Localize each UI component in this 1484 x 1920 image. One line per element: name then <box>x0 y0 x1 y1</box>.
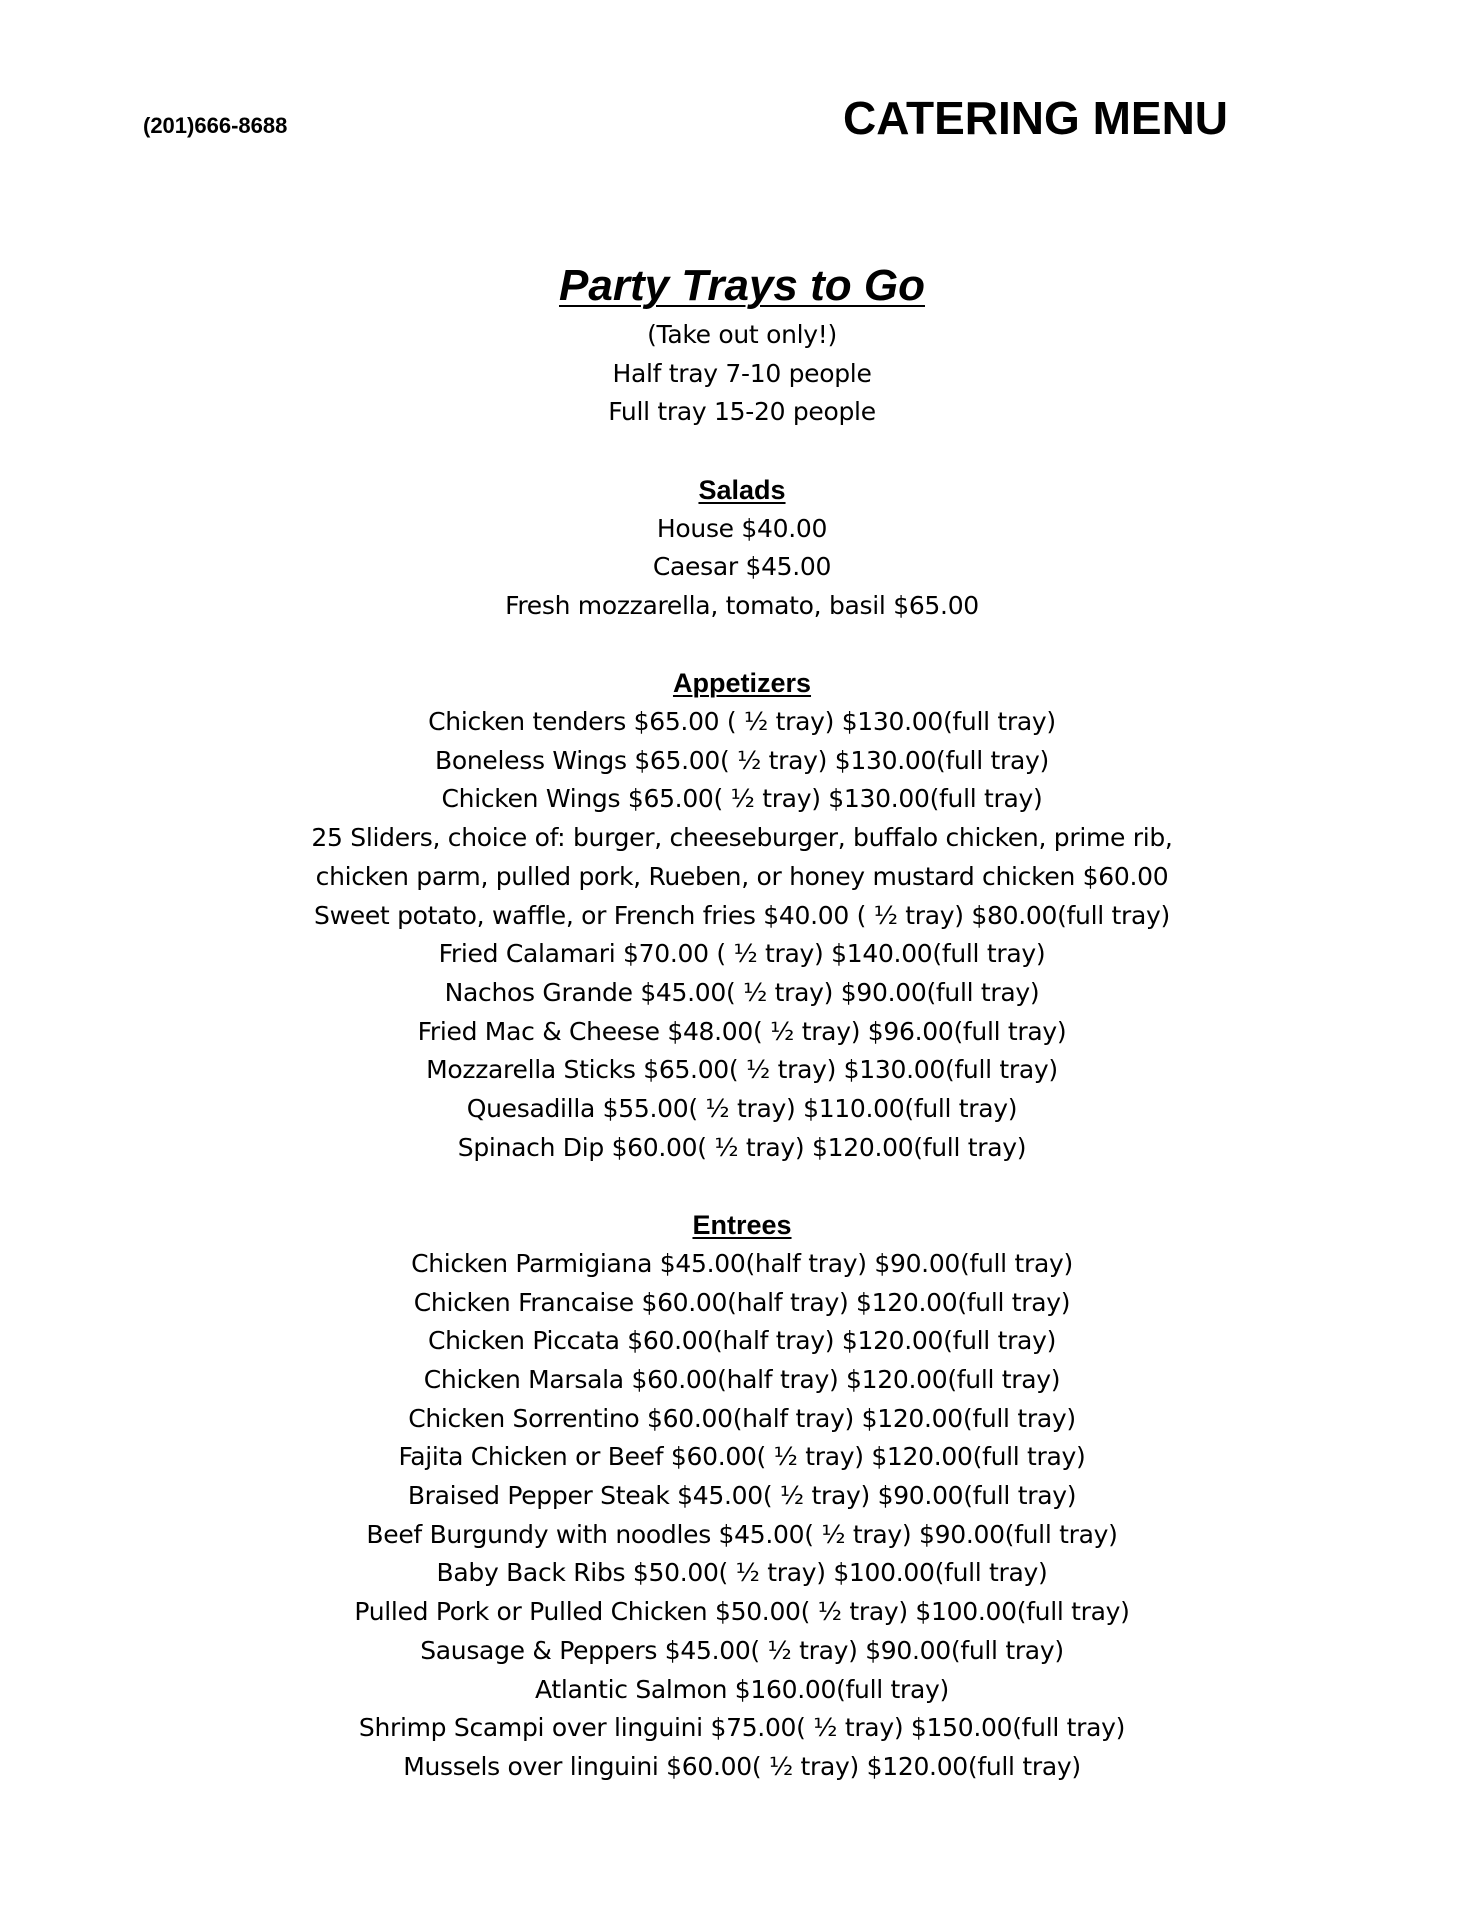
salads-heading: Salads <box>698 474 786 505</box>
menu-item: Shrimp Scampi over linguini $75.00( ½ tray) $150.00(full tray) <box>358 1713 1126 1743</box>
menu-item: chicken parm, pulled pork, Rueben, or honey mustard chicken $60.00 <box>315 861 1169 891</box>
menu-item: Fresh mozzarella, tomato, basil $65.00 <box>505 590 979 620</box>
menu-item: Chicken Sorrentino $60.00(half tray) $120.00(full tray) <box>408 1403 1076 1433</box>
appetizers-section <box>100 664 1384 1167</box>
menu-item: Mussels over linguini $60.00( ½ tray) $120.00(full tray) <box>403 1751 1081 1781</box>
intro-note: Full tray 15-20 people <box>608 397 876 427</box>
menu-item: Chicken tenders $65.00 ( ½ tray) $130.00(full tray) <box>428 707 1056 736</box>
menu-item: Pulled Pork or Pulled Chicken $50.00( ½ tray) $100.00(full tray) <box>354 1597 1130 1627</box>
menu-item: Boneless Wings $65.00( ½ tray) $130.00(full tray) <box>435 745 1049 775</box>
menu-item: Chicken Marsala $60.00(half tray) $120.00(full tray) <box>423 1364 1061 1394</box>
page-title: CATERING MENU <box>843 92 1229 144</box>
menu-item: Mozzarella Sticks $65.00( ½ tray) $130.00(full tray) <box>426 1055 1058 1085</box>
menu-item: Sausage & Peppers $45.00( ½ tray) $90.00(full tray) <box>420 1635 1064 1665</box>
menu-item: Baby Back Ribs $50.00( ½ tray) $100.00(full tray) <box>436 1558 1048 1588</box>
entrees-heading: Entrees <box>692 1210 792 1241</box>
menu-item: Spinach Dip $60.00( ½ tray) $120.00(full tray) <box>457 1132 1027 1162</box>
menu-item: Fried Calamari $70.00 ( ½ tray) $140.00(full tray) <box>438 939 1046 969</box>
salads-section <box>100 471 1384 626</box>
intro-note: Half tray 7-10 people <box>612 358 872 388</box>
menu-content <box>100 256 1384 1787</box>
menu-item: Caesar $45.00 <box>652 552 832 582</box>
intro-note: (Take out only!) <box>647 320 837 349</box>
menu-item: Atlantic Salmon $160.00(full tray) <box>535 1674 949 1704</box>
entrees-section <box>100 1206 1384 1787</box>
menu-item: Chicken Francaise $60.00(half tray) $120.00(full tray) <box>413 1287 1071 1317</box>
menu-item: Chicken Wings $65.00( ½ tray) $130.00(full tray) <box>441 784 1043 814</box>
phone-number: (201)666-8688 <box>143 113 288 138</box>
menu-item: Beef Burgundy with noodles $45.00( ½ tray) $90.00(full tray) <box>366 1519 1118 1549</box>
intro-notes <box>100 316 1384 432</box>
menu-item: Fried Mac & Cheese $48.00( ½ tray) $96.00(full tray) <box>417 1016 1067 1046</box>
menu-item: Chicken Piccata $60.00(half tray) $120.00(full tray) <box>427 1326 1057 1356</box>
menu-item: 25 Sliders, choice of: burger, cheeseburger, buffalo chicken, prime rib, <box>311 823 1173 853</box>
menu-item: Quesadilla $55.00( ½ tray) $110.00(full tray) <box>466 1094 1018 1124</box>
menu-item: Fajita Chicken or Beef $60.00( ½ tray) $120.00(full tray) <box>398 1442 1086 1472</box>
menu-item: House $40.00 <box>656 513 828 543</box>
appetizers-heading: Appetizers <box>672 668 812 699</box>
menu-item: Sweet potato, waffle, or French fries $40.00 ( ½ tray) $80.00(full tray) <box>314 900 1170 930</box>
menu-item: Chicken Parmigiana $45.00(half tray) $90.00(full tray) <box>411 1248 1073 1278</box>
menu-item: Braised Pepper Steak $45.00( ½ tray) $90.00(full tray) <box>407 1481 1077 1511</box>
party-trays-heading: Party Trays to Go <box>559 261 925 310</box>
menu-item: Nachos Grande $45.00( ½ tray) $90.00(full tray) <box>444 977 1040 1007</box>
